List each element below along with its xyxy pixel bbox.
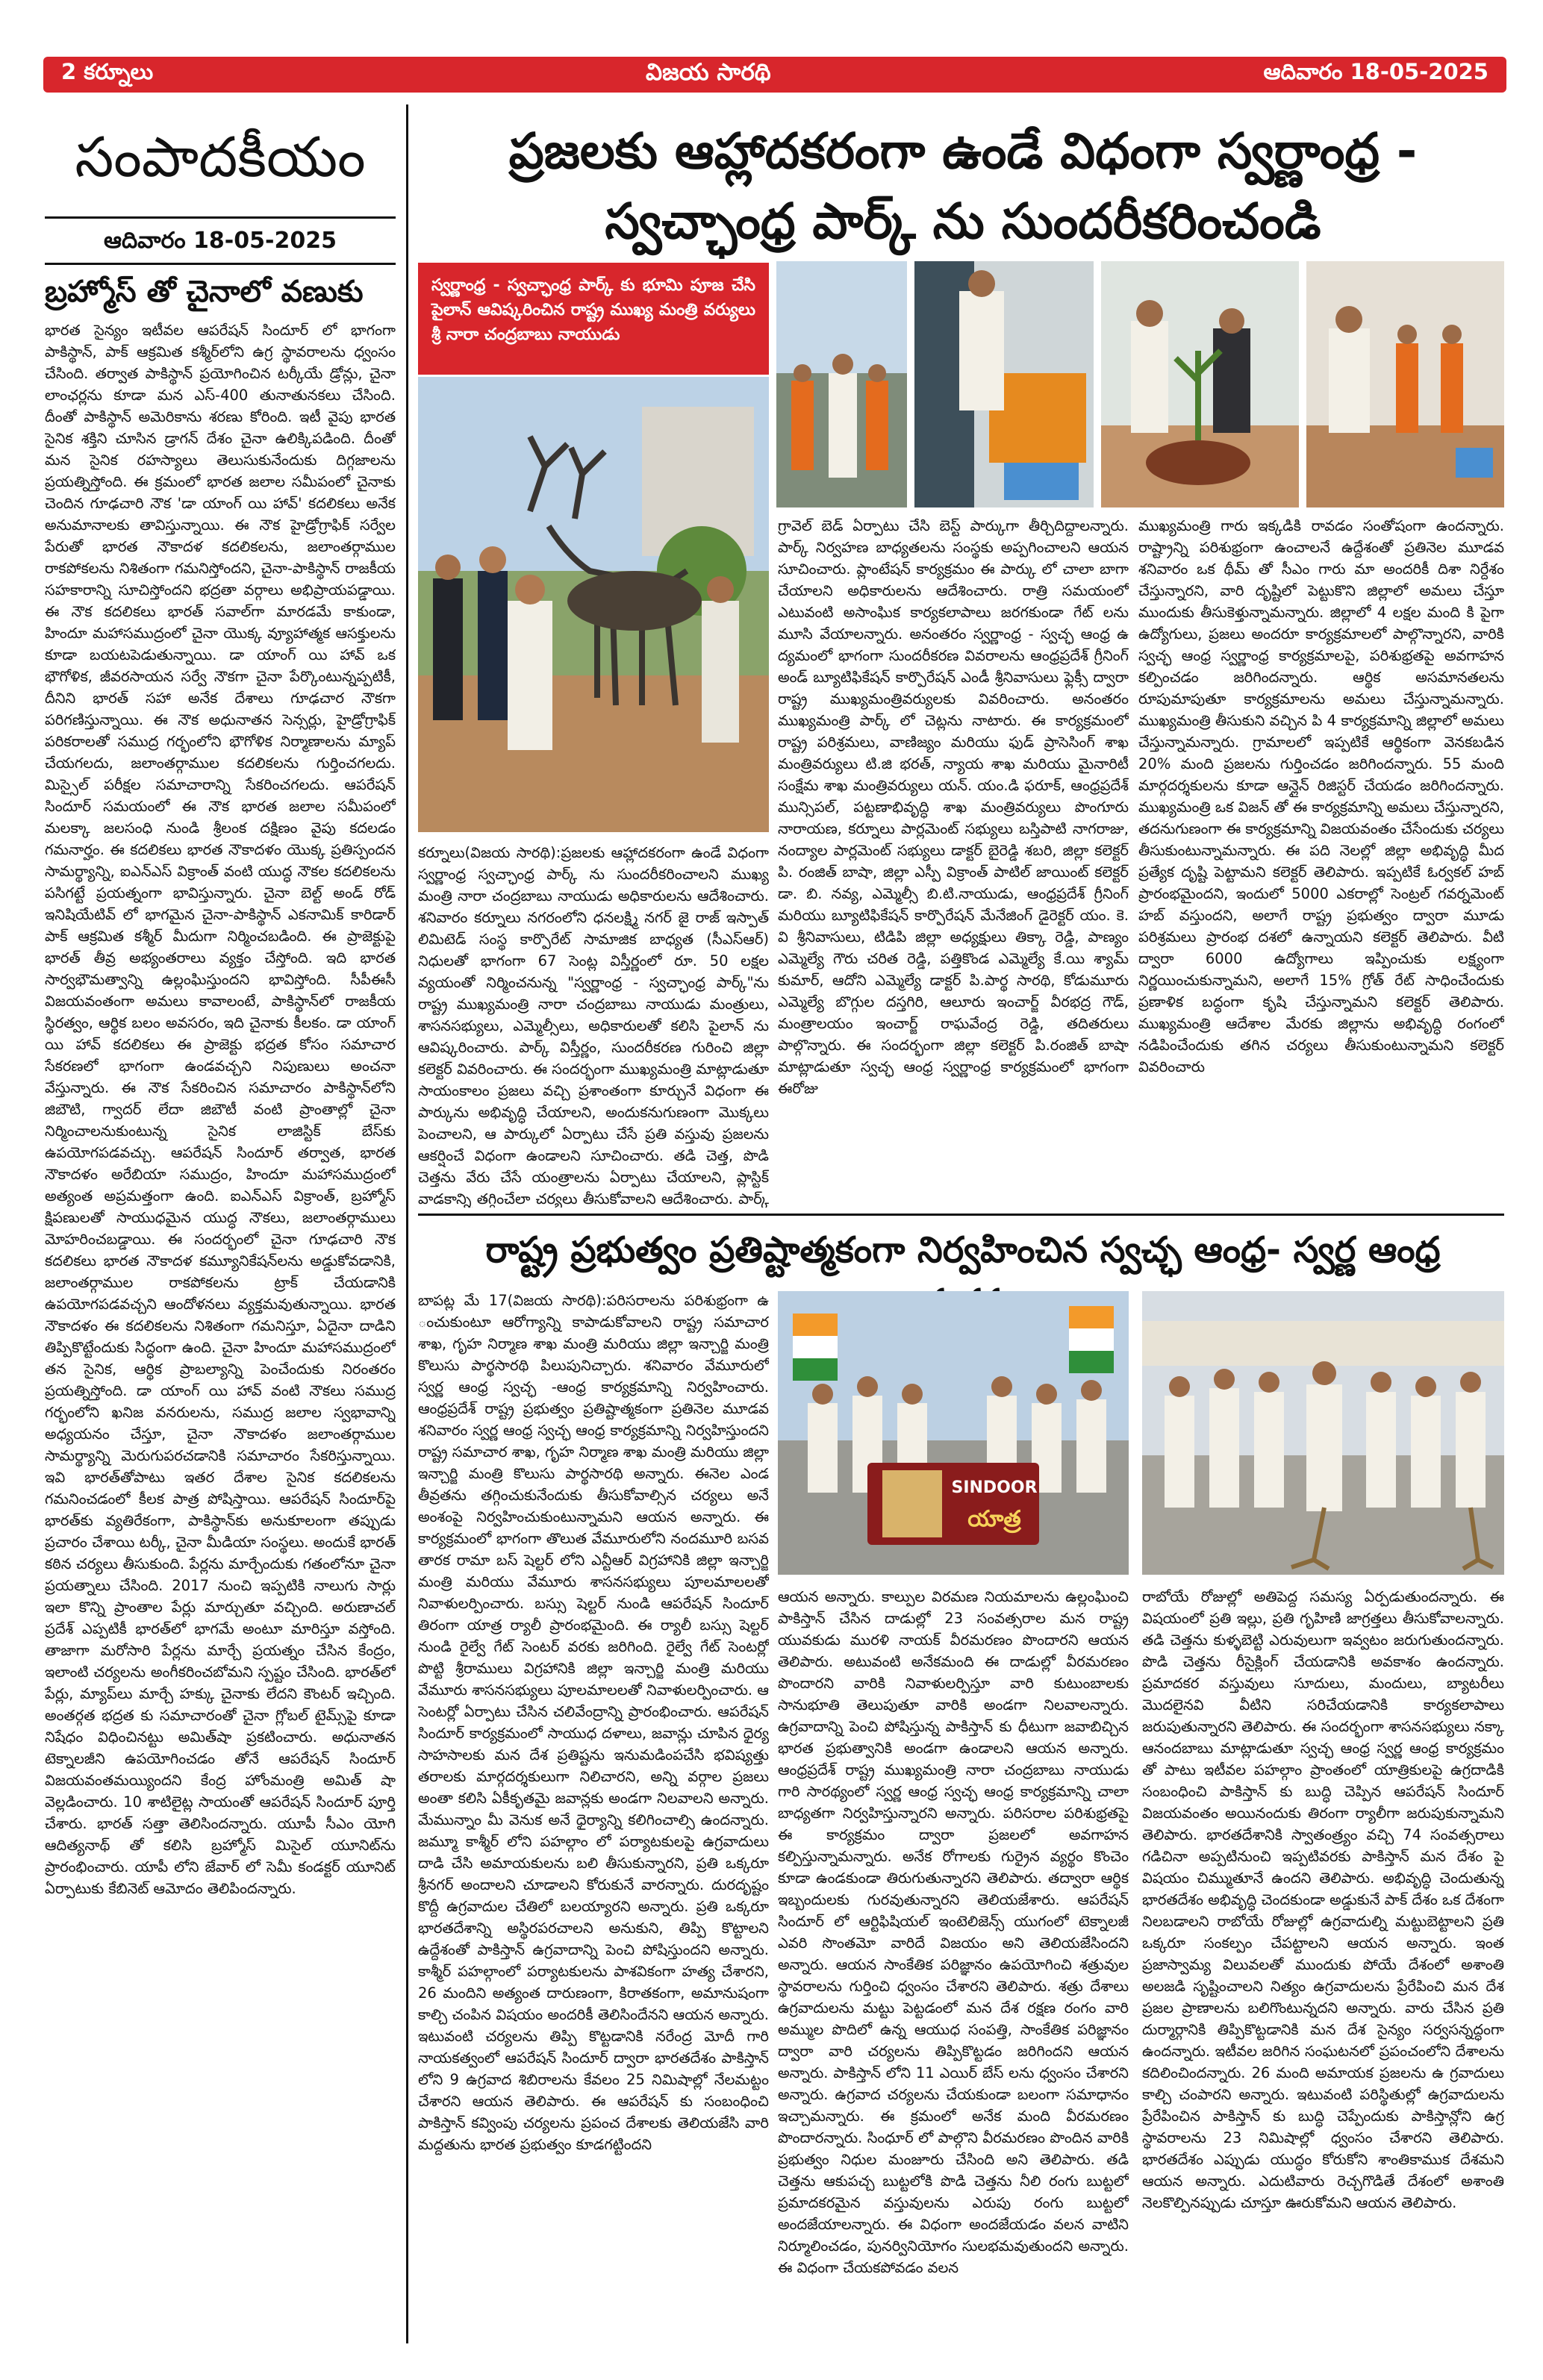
photo-waste-machine xyxy=(914,261,1094,507)
photo-caption: స్వర్ణాంధ్ర - స్వచ్ఛాంధ్ర పార్క్ కు భూమి పూజ చేసి పైలాన్ ఆవిష్కరించిన రాష్ట్ర ముఖ్య మంత్రి వర్యులు శ్రీ నారా చంద్రబాబు నాయుడు xyxy=(418,263,769,375)
story1-col2: గ్రావెల్ బెడ్ ఏర్పాటు చేసి బెస్ట్ పార్కుగా తీర్చిదిద్దాలన్నారు. పార్క్ నిర్వహణ బాధ్యతలను సంస్థకు అప్పగించాలని ఆయన సూచించారు. ప్లాంటేషన్ కార్యక్రమం ఈ పార్కు లో చాలా బాగా చేయాలని అధికారులను ఆదేశించారు. రాత్రి సమయంలో ఎటువంటి అసాంఘిక కార్యకలాపాలు జరగకుండా గేట్ లను మూసి వేయాలన్నారు. అనంతరం స్వర్ణాంధ్ర - స్వచ్ఛ ఆంధ్ర ఉ ద్యమంలో భాగంగా సుందరీకరణ వివరాలను ఆంధ్రప్రదేశ్ గ్రీనింగ్ అండ్ బ్యూటిఫికేషన్ కార్పొరేషన్ ఎండీ శ్రీనివాసులు ఫ్లెక్సీ ద్వారా రాష్ట్ర ముఖ్యమంత్రివర్యులకు వివరించారు. అనంతరం ముఖ్యమంత్రి పార్క్ లో చెట్లను నాటారు. ఈ కార్యక్రమంలో రాష్ట్ర పరిశ్రమలు, వాణిజ్యం మరియు ఫుడ్ ప్రాసెసింగ్ శాఖ మంత్రివర్యులు టి.జి భరత్, న్యాయ శాఖ మరియు మైనారిటీ సంక్షేమ శాఖ మంత్రివర్యులు యన్. యం.డి ఫరూక్, ఆంధ్రప్రదేశ్ మున్సిపల్, పట్టణాభివృద్ధి శాఖ మంత్రివర్యులు పొంగూరు నారాయణ, కర్నూలు పార్లమెంట్ సభ్యులు బస్తిపాటి నాగరాజు, నంద్యాల పార్లమెంట్ సభ్యులు డాక్టర్ బైరెడ్డి శబరి, జిల్లా కలెక్టర్ పి. రంజిత్ బాషా, జిల్లా ఎస్పీ విక్రాంత్ పాటిల్ జాయింట్ కలెక్టర్ డా. బి. నవ్య, ఎమ్మెల్సీ బి.టి.నాయుడు, ఆంధ్రప్రదేశ్ గ్రీనింగ్ మరియు బ్యూటిఫికేషన్ కార్పొరేషన్ మేనేజింగ్ డైరెక్టర్ యం. కె. వి శ్రీనివాసులు, టిడిపి జిల్లా అధ్యక్షులు తిక్కా రెడ్డి, పాణ్యం ఎమ్మెల్యే గౌరు చరిత రెడ్డి, పత్తికొండ ఎమ్మెల్యే కే.యి శ్యామ్ కుమార్, ఆదోని ఎమ్మెల్యే డాక్టర్ పి.పార్థ సారథి, కోడుమూరు ఎమ్మెల్యే బొగ్గుల దస్తగిరి, ఆలూరు ఇంచార్జ్ వీరభద్ర గౌడ్, మంత్రాలయం ఇంచార్జ్ రాఘవేంద్ర రెడ్డి, తదితరులు పాల్గొన్నారు. ఈ సందర్భంగా జిల్లా కలెక్టర్ పి.రంజిత్ బాషా మాట్లాడుతూ స్వచ్ఛ ఆంధ్ర స్వర్ణాంధ్ర కార్యక్రమంలో భాగంగా ఈరోజు xyxy=(778,517,1129,1097)
photo-tiranga-yatra xyxy=(778,1291,1129,1575)
banner-yatra: యాత్ర xyxy=(967,1506,1021,1532)
story1-col3: ముఖ్యమంత్రి గారు ఇక్కడికి రావడం సంతోషంగా ఉందన్నారు. రాష్ట్రాన్ని పరిశుభ్రంగా ఉంచాలనే ఉద్దేశంతో ప్రతినెల మూడవ శనివారం ఒక థీమ్ తో సీఎం గారు మా అందరికీ దిశా నిర్దేశం చేస్తున్నారని, వారి దృష్టిలో పెట్టుకొని జిల్లాలో అమలు చేస్తూ ముందుకు తీసుకెళ్తున్నామన్నారు. జిల్లాలో 4 లక్షల మంది కి పైగా ఉద్యోగులు, ప్రజలు అందరూ కార్యక్రమాలలో పాల్గొన్నారని, వారికి స్వచ్ఛ ఆంధ్ర స్వర్ణాంధ్ర కార్యక్రమాలపై, పరిశుభ్రతపై అవగాహన కల్పించడం జరిగిందన్నారు. ఆర్థిక అసమానతలను రూపుమాపుతూ కార్యక్రమాలను అమలు చేస్తున్నామన్నారు. ముఖ్యమంత్రి తీసుకుని వచ్చిన పి 4 కార్యక్రమాన్ని జిల్లాలో అమలు చేస్తున్నామన్నారు. గ్రామాలలో ఇప్పటికే ఆర్థికంగా వెనకబడిన 20% మంది ప్రజలను గుర్తించడం జరిగిందన్నారు. 55 మంది మార్గదర్శకులను కూడా ఆన్లైన్ రిజిస్టర్ చేయడం జరిగిందన్నారు. ముఖ్యమంత్రి ఒక విజన్ తో ఈ కార్యక్రమాన్ని అమలు చేస్తున్నారని, తదనుగుణంగా ఈ కార్యక్రమాన్ని విజయవంతం చేసేందుకు చర్యలు తీసుకుంటున్నామన్నారు. ఈ పది నెలల్లో జిల్లా అభివృద్ధి మీద ప్రత్యేక దృష్టి పెట్టామని కలెక్టర్ తెలిపారు. ఇప్పటికే ఓర్వకల్ హబ్ ప్రారంభమైందని, ఇందులో 5000 ఎకరాల్లో సెంట్రల్ గవర్నమెంట్ హబ్ వస్తుందని, అలాగే రాష్ట్ర ప్రభుత్వం ద్వారా మూడు పరిశ్రమలు ప్రారంభ దశలో ఉన్నాయని కలెక్టర్ తెలిపారు. వీటి ద్వారా 6000 ఉద్యోగాలు ఇప్పించుకు లక్ష్యంగా నిర్ణయించుకున్నామని, అలాగే 15% గ్రోత్ రేట్ సాధించేందుకు ప్రణాళిక బద్ధంగా కృషి చేస్తున్నామని కలెక్టర్ తెలిపారు. ముఖ్యమంత్రి ఆదేశాల మేరకు జిల్లాను అభివృద్ధి రంగంలో నడిపించేందుకు తగిన చర్యలు తీసుకుంటున్నామని కలెక్టర్ వివరించారు xyxy=(1138,517,1504,1075)
photo-planting xyxy=(1101,261,1299,507)
editorial-headline: బ్రహ్మోస్ తో చైనాలో వణుకు xyxy=(45,275,364,309)
photo-deer-sculpture xyxy=(418,377,769,832)
paper-name: విజయ సారథి xyxy=(646,58,771,86)
editorial-body: భారత సైన్యం ఇటీవల ఆపరేషన్ సిందూర్ లో భాగంగా పాకిస్థాన్, పాక్ ఆక్రమిత కశ్మీర్‌లోని ఉగ్ర స్థావరాలను ధ్వంసం చేసింది. తర్వాత పాకిస్థాన్ ప్రయోగించిన టర్కీయే డ్రోన్లు, చైనా లాంఛర్లను కూడా మన ఎస్-400 తునాతునకలు చేసింది. దీంతో పాకిస్థాన్ అమెరికాను శరణు కోరింది. ఇటీ వైపు భారత సైనిక శక్తిని చూసిన డ్రాగన్ దేశం చైనా ఉలిక్కిపడింది. దీంతో మన సైనిక రహస్యాలు తెలుసుకునేందుకు దిగ్గజాలను ప్రయత్నిస్తోంది. ఈ క్రమంలో భారత జలాల సమీపంలో చైనాకు చెందిన గూఢచారి నౌక 'డా యాంగ్ యి హావ్' కదలికలు అనేక అనుమానాలకు తావిస్తున్నాయి. ఈ నౌక హైడ్రోగ్రాఫిక్ సర్వేల పేరుతో భారత నౌకాదళ కదలికలను, జలాంతర్గాముల రాకపోకలను నిశితంగా గమనిస్తోందని, చైనా-పాకిస్థాన్ రాజకీయ సహకారాన్ని సూచిస్తోందని భద్రతా వర్గాలు అభిప్రాయపడ్డాయి. ఈ నౌక కదలికలు భారత్ సవాల్‌గా మారడమే కాకుండా, హిందూ మహాసముద్రంలో చైనా యొక్క వ్యూహాత్మక ఆసక్తులను కూడా బయటపెడుతున్నాయి. డా యాంగ్ యి హావ్ ఒక భౌగోళిక, జీవరసాయన సర్వే నౌకగా చైనా పేర్కొంటున్నప్పటికీ, దీనిని భారత్ సహా అనేక దేశాలు గూఢచార నౌకగా పరిగణిస్తున్నాయి. ఈ నౌక అధునాతన సెన్సర్లు, హైడ్రోగ్రాఫిక్ పరికరాలతో సముద్ర గర్భంలోని భౌగోళిక నిర్మాణాలను మ్యాప్ చేయగలదు, జలాంతర్గాముల కదలికలను గుర్తించగలదు. మిస్సైల్ పరీక్షల సమాచారాన్ని సేకరించగలదు. ఆపరేషన్ సిందూర్ సమయంలో ఈ నౌక భారత జలాల సమీపంలో మలక్కా జలసంధి నుండి శ్రీలంక దక్షిణం వైపు కదలడం గమనార్హం. ఈ కదలికలు భారత నౌకాదళం యొక్క ప్రతిస్పందన సామర్థ్యాన్ని, ఐఎన్ఎస్ విక్రాంత్ వంటి యుద్ధ నౌకల కదలికలను పసిగట్టే ప్రయత్నంగా భావిస్తున్నారు. చైనా బెల్ట్ అండ్ రోడ్ ఇనిషియేటివ్ లో భాగమైన చైనా-పాకిస్థాన్ ఎకనామిక్ కారిడార్ పాక్ ఆక్రమిత కశ్మీర్ మీదుగా నిర్మించబడింది. ఈ ప్రాజెక్టుపై భారత్ తీవ్ర అభ్యంతరాలు వ్యక్తం చేస్తోంది. ఇది భారత సార్వభౌమత్వాన్ని ఉల్లంఘిస్తుందని భావిస్తోంది. సీపీఈసీ విజయవంతంగా అమలు కావాలంటే, పాకిస్థాన్‌లో రాజకీయ స్థిరత్వం, ఆర్థిక బలం అవసరం, ఇది చైనాకు కీలకం. డా యాంగ్ యి హావ్ కదలికలు ఈ ప్రాజెక్టు భద్రత కోసం సమాచార సేకరణలో భాగంగా ఉండవచ్చని నిపుణులు అంచనా వేస్తున్నారు. ఈ నౌక సేకరించిన సమాచారం పాకిస్థాన్‌లోని జిబౌటి, గ్వాదర్ లేదా జిబౌటీ వంటి ప్రాంతాల్లో చైనా నిర్మించాలనుకుంటున్న సైనిక లాజిస్టిక్ బేస్‌కు ఉపయోగపడవచ్చు. ఆపరేషన్ సిందూర్ తర్వాత, భారత నౌకాదళం అరేబియా సముద్రం, హిందూ మహాసముద్రంలో అత్యంత అప్రమత్తంగా ఉంది. ఐఎన్ఎస్ విక్రాంత్, బ్రహ్మోస్ క్షిపణులతో సాయుధమైన యుద్ధ నౌకలు, జలాంతర్గాములు మోహరించబడ్డాయి. ఈ సందర్భంలో చైనా గూఢచారి నౌక కదలికలు భారత నౌకాదళ కమ్యూనికేషన్‌లను అడ్డుకోవడానికి, జలాంతర్గాముల రాకపోకలను ట్రాక్ చేయడానికి ఉపయోగపడవచ్చని ఆందోళనలు వ్యక్తమవుతున్నాయి. భారత నౌకాదళం ఈ కదలికలను నిశితంగా గమనిస్తూ, ఏదైనా దాడిని తిప్పికొట్టేందుకు సిద్ధంగా ఉంది. చైనా హిందూ మహాసముద్రంలో తన సైనిక, ఆర్థిక ప్రాబల్యాన్ని పెంచేందుకు నిరంతరం ప్రయత్నిస్తోంది. డా యాంగ్ యి హావ్ వంటి నౌకలు సముద్ర గర్భంలోని ఖనిజ వనరులను, సముద్ర జలాల స్వభావాన్ని అధ్యయనం చేస్తూ, చైనా నౌకాదళం జలాంతర్గాముల సామర్థ్యాన్ని మెరుగుపరచడానికి సమాచారం సేకరిస్తున్నాయి. ఇవి భారత్‌తోపాటు ఇతర దేశాల సైనిక కదలికలను గమనించడంలో కీలక పాత్ర పోషిస్తాయి. ఆపరేషన్ సిందూర్‌పై భారత్‌కు వ్యతిరేకంగా, పాకిస్థాన్‌కు అనుకూలంగా తప్పుడు ప్రచారం చేశాయి టర్కీ, చైనా మీడియా సంస్థలు. అందుకే భారత్ కఠిన చర్యలు తీసుకుంది. పేర్లను మార్చేందుకు గతంలోనూ చైనా ప్రయత్నాలు చేసింది. 2017 నుంచి ఇప్పటికి నాలుగు సార్లు ఇలా కొన్ని ప్రాంతాల పేర్లు మార్చుతూ వచ్చింది. అరుణాచల్ ప్రదేశ్ ఎప్పటికీ భారత్‌లో భాగమే అంటూ మారిస్తూ వస్తోంది. తాజాగా మరోసారి పేర్లను మార్చే ప్రయత్నం చేసిన కేంద్రం, ఇలాంటి చర్యలను అంగీకరించబోమని స్పష్టం చేసింది. భారత్‌లో పేర్లు, మ్యాప్‌లు మార్చే హక్కు చైనాకు లేదని కౌంటర్ ఇచ్చింది. అంతర్గత భద్రత కు సమాచారంతో చైనా గ్లోబల్ టైమ్స్‌పై కూడా నిషేధం విధించినట్టు అమిత్‌షా ప్రకటించారు. అధునాతన టెక్నాలజీని ఉపయోగించడం తోనే ఆపరేషన్ సిందూర్ విజయవంతమయ్యిందని కేంద్ర హోంమంత్రి అమిత్ షా వెల్లడించారు. 10 శాటిలైట్ల సాయంతో ఆపరేషన్ సిందూర్ పూర్తి చేశారు. భారత్ సత్తా తెలిసిందన్నారు. యూపీ సీఎం యోగి ఆదిత్యనాథ్ తో కలిసి బ్రహ్మోస్ మిసైల్ యూనిట్‌ను ప్రారంభించారు. యాపీ లోని జేవార్ లో సెమీ కండక్టర్ యూనిట్ ఏర్పాటుకు కేబినెట్ ఆమోదం తెలిపిందన్నారు. xyxy=(45,322,396,1897)
divider xyxy=(418,1214,1504,1216)
divider xyxy=(45,263,396,265)
story2-col1: బాపట్ల మే 17(విజయ సారథి):పరిసరాలను పరిశుభ్రంగా ఉ ంచుకుంటూ ఆరోగ్యాన్ని కాపాడుకోవాలని రాష్ట్ర సమాచార శాఖ, గృహ నిర్మాణ శాఖ మంత్రి మరియు జిల్లా ఇన్చార్జి మంత్రి కొలుసు పార్థసారథి పిలుపునిచ్చారు. శనివారం వేమూరులో స్వర్ణ ఆంధ్ర స్వచ్ఛ -ఆంధ్ర కార్యక్రమాన్ని నిర్వహించారు. ఆంధ్రప్రదేశ్ రాష్ట్ర ప్రభుత్వం ప్రతిష్టాత్మకంగా ప్రతినెల మూడవ శనివారం స్వర్ణ ఆంధ్ర స్వచ్ఛ ఆంధ్ర కార్యక్రమాన్ని నిర్వహిస్తుందని రాష్ట్ర సమాచార శాఖ, గృహ నిర్మాణ శాఖ మంత్రి మరియు జిల్లా ఇన్చార్జి మంత్రి కొలుసు పార్థసారథి అన్నారు. ఈనెల ఎండ తీవ్రతను తగ్గించుకునేందుకు తీసుకోవాల్సిన చర్యలు అనే అంశంపై నిర్వహించుకుంటున్నామని ఆయన అన్నారు. ఈ కార్యక్రమంలో భాగంగా తొలుత వేమూరులోని నందమూరి బసవ తారక రామా బస్ షెల్టర్ లోని ఎన్టీఆర్ విగ్రహానికి జిల్లా ఇన్చార్జి మంత్రి మరియు వేమూరు శాసనసభ్యులు పూలమాలలతో నివాళులర్పించారు. బస్సు షెల్టర్ నుండి ఆపరేషన్ సిందూర్ తిరంగా యాత్ర ర్యాలీ ప్రారంభమైంది. ఈ ర్యాలీ బస్సు షెల్టర్ నుండి రైల్వే గేట్ సెంటర్ వరకు జరిగింది. రైల్వే గేట్ సెంటర్లో పొట్టి శ్రీరాములు విగ్రహానికి జిల్లా ఇన్చార్జి మంత్రి మరియు వేమూరు శాసనసభ్యులు పూలమాలలతో నివాళులర్పించారు. ఆ సెంటర్లో ఏర్పాటు చేసిన చలివేంద్రాన్ని ప్రారంభించారు. ఆపరేషన్ సిందూర్ కార్యక్రమంలో సాయుధ దళాలు, జవాన్లు చూపిన ధైర్య సాహసాలకు మన దేశ ప్రతిష్టను ఇనుమడింపచేసి భవిష్యత్తు తరాలకు మార్గదర్శకులుగా నిలిచారని, అన్ని వర్గాల ప్రజలు అంతా కలిసి ఏకీకృతమై జవాన్లకు అండగా నిలవాలని అన్నారు. మేమున్నాం మీ వెనుక అనే ధైర్యాన్ని కలిగించాల్సి ఉందన్నారు. జమ్మూ కాశ్మీర్ లోని పహల్గాం లో పర్యాటకులపై ఉగ్రవాదులు దాడి చేసి అమాయకులను బలి తీసుకున్నారని, ప్రతి ఒక్కరూ శ్రీనగర్ అందాలని చూడాలని కోరుకునే వారన్నారు. దురదృష్టం కొద్దీ ఉగ్రవాదుల చేతిలో బలయ్యారని అన్నారు. ప్రతి ఒక్కరూ భారతదేశాన్ని అస్థిరపరచాలని అనుకుని, తిప్పి కొట్టాలని ఉద్దేశంతో పాకిస్తాన్ ఉగ్రవాదాన్ని పెంచి పోషిస్తుందని అన్నారు. కాశ్మీర్ పహల్గాంలో పర్యాటకులను పాశవికంగా హత్య చేశారని, 26 మందిని అత్యంత దారుణంగా, కిరాతకంగా, అమానుషంగా కాల్చి చంపిన విషయం అందరికీ తెలిసిందేనని ఆయన అన్నారు. ఇటువంటి చర్యలను తిప్పి కొట్టడానికి నరేంద్ర మోదీ గారి నాయకత్వంలో ఆపరేషన్ సిందూర్ ద్వారా భారతదేశం పాకిస్తాన్ లోని 9 ఉగ్రవాద శిబిరాలను కేవలం 25 నిమిషాల్లో నేలమట్టం చేశారని ఆయన తెలిపారు. ఈ ఆపరేషన్ కు సంబంధించి పాకిస్తాన్ కవ్వింపు చర్యలను ప్రపంచ దేశాలకు తెలియజేసి వారి మద్దతును భారత ప్రభుత్వం కూడగట్టిందని xyxy=(418,1292,769,2153)
story2-col2: ఆయన అన్నారు. కాల్పుల విరమణ నియమాలను ఉల్లంఘించి పాకిస్తాన్ చేసిన దాడుల్లో 23 సంవత్సరాల మన రాష్ట్ర యువకుడు మురళి నాయక్ వీరమరణం పొందారని ఆయన తెలిపారు. అటువంటి అనేకమంది ఈ దాడుల్లో వీరమరణం పొందారని వారికి నివాళులర్పిస్తూ వారి కుటుంబాలకు సానుభూతి తెలుపుతూ వారికి అండగా నిలవాలన్నారు. ఉగ్రవాదాన్ని పెంచి పోషిస్తున్న పాకిస్తాన్ కు ధీటుగా జవాబిచ్చిన భారత ప్రభుత్వానికి అండగా ఉండాలని ఆయన అన్నారు. ఆంధ్రప్రదేశ్ రాష్ట్ర ముఖ్యమంత్రి నారా చంద్రబాబు నాయుడు గారి సారథ్యంలో స్వర్ణ ఆంధ్ర స్వచ్ఛ ఆంధ్ర కార్యక్రమాన్ని చాలా బాధ్యతగా నిర్వహిస్తున్నారని అన్నారు. పరిసరాల పరిశుభ్రతపై ఈ కార్యక్రమం ద్వారా ప్రజలలో అవగాహన కల్పిస్తున్నామన్నారు. అనేక రోగాలకు గుర్రైన వ్యర్థం కొంచెం కూడా ఉండకుండా తిరుగుతున్నారని తెలిపారు. తద్వారా ఆర్థిక ఇబ్బందులకు గురవుతున్నారని తెలియజేశారు. ఆపరేషన్ సిందూర్ లో ఆర్టిఫిషియల్ ఇంటెలిజెన్స్ యుగంలో టెక్నాలజీ ఎవరి సొంతమో వారిదే విజయం అని తెలియజేసిందని అన్నారు. ఆయన సాంకేతిక పరిజ్ఞానం ఉపయోగించి శత్రువుల స్థావరాలను గుర్తించి ధ్వంసం చేశారని తెలిపారు. శత్రు దేశాలు ఉగ్రవాదులను మట్టు పెట్టడంలో మన దేశ రక్షణ రంగం వారి అమ్ముల పొదిలో ఉన్న ఆయుధ సంపత్తి, సాంకేతిక పరిజ్ఞానం ద్వారా వారి చర్యలను తిప్పికొట్టడం జరిగిందని ఆయన అన్నారు. పాకిస్తాన్ లోని 11 ఎయిర్ బేస్ లను ధ్వంసం చేశారని అన్నారు. ఉగ్రవాద చర్యలను చేయకుండా బలంగా సమాధానం ఇచ్చామన్నారు. ఈ క్రమంలో అనేక మంది వీరమరణం పొందారన్నారు. సింధూర్ లో పాల్గొని వీరమరణం పొందిన వారికి ప్రభుత్వం నిధుల మంజూరు చేసింది అని తెలిపారు. తడి చెత్తను ఆకుపచ్చ బుట్టలోకి పొడి చెత్తను నీలి రంగు బుట్టలో ప్రమాదకరమైన వస్తువులను ఎరుపు రంగు బుట్టలో అందజేయాలన్నారు. ఈ విధంగా అందజేయడం వలన వాటిని నిర్మూలించడం, పునర్వినియోగం సులభమవుతుందని అన్నారు. ఈ విధంగా చేయకపోవడం వలన xyxy=(778,1588,1129,2276)
editorial-date: ఆదివారం 18-05-2025 xyxy=(104,228,337,254)
editorial-title: సంపాదకీయం xyxy=(75,125,366,190)
column-divider xyxy=(406,104,408,2343)
photo-watering xyxy=(1306,261,1504,507)
photo-cm-walking xyxy=(776,261,907,507)
masthead-date: ఆదివారం 18-05-2025 xyxy=(1263,59,1489,84)
story2-col3: రాబోయే రోజుల్లో అతిపెద్ద సమస్య ఏర్పడుతుందన్నారు. ఈ విషయంలో ప్రతి ఇల్లు, ప్రతి గృహిణి జాగ్రత్తలు తీసుకోవాలన్నారు. తడి చెత్తను కుళ్ళబెట్టి ఎరువులుగా ఇవ్వటం జరుగుతుందన్నారు. పొడి చెత్తను రీసైక్లింగ్ చేయడానికి అవకాశం ఉందన్నారు. ప్రమాదకర వస్తువులు సూదులు, మందులు, బ్యాటరీలు మొదలైనవి వీటిని సరిచేయడానికి కార్యకలాపాలు జరుపుతున్నారని తెలిపారు. ఈ సందర్భంగా శాసనసభ్యులు నక్కా ఆనందబాబు మాట్లాడుతూ స్వచ్ఛ ఆంధ్ర స్వర్ణ ఆంధ్ర కార్యక్రమం తో పాటు ఇటీవల పహల్గాం ప్రాంతంలో యాత్రికులపై ఉగ్రదాడికి సంబంధించి పాకిస్తాన్ కు బుద్ధి చెప్పిన ఆపరేషన్ సిందూర్ విజయవంతం అయినందుకు తిరంగా ర్యాలీగా జరుపుకున్నామని తెలిపారు. భారతదేశానికి స్వాతంత్ర్యం వచ్చి 74 సంవత్సరాలు గడిచినా అప్పటినుంచి ఇప్పటివరకు పాకిస్తాన్ మన దేశం పై విషయం చిమ్ముతూనే ఉందని తెలిపారు. అభివృద్ధి చెందుతున్న భారతదేశం అభివృద్ధి చెందకుండా అడ్డుకునే పాక్ దేశం ఒక దేశంగా నిలబడాలని రాబోయే రోజుల్లో ఉగ్రవాదుల్ని మట్టుబెట్టాలని ప్రతి ఒక్కరూ సంకల్పం చేపట్టాలని ఆయన అన్నారు. ఇంత ప్రజాస్వామ్య విలువలతో ముందుకు పోయే దేశంలో అశాంతి అలజడి సృష్టించాలని నిత్యం ఉగ్రవాదులను ప్రేరేపించి మన దేశ ప్రజల ప్రాణాలను బలిగొంటున్నదని అన్నారు. వారు చేసిన ప్రతి దుర్మార్గానికి తిప్పికొట్టడానికి మన దేశ సైన్యం సర్వసన్నద్ధంగా ఉందన్నారు. ఇటీవల జరిగిన సంఘటనలో ప్రపంచంలోని దేశాలను కదిలించిందన్నారు. 26 మంది అమాయక ప్రజలను ఉ గ్రవాదులు కాల్చి చంపారని అన్నారు. ఇటువంటి పరిస్థితుల్లో ఉగ్రవాదులను ప్రేరేపించిన పాకిస్తాన్ కు బుద్ధి చెప్పేందుకు పాకిస్తాన్లోని ఉగ్ర స్థావరాలను 23 నిమిషాల్లో ధ్వంసం చేశారని తెలిపారు. భారతదేశం ఎప్పుడు యుద్ధం కోరుకోని శాంతికాముక దేశమని ఆయన అన్నారు. ఎదుటివారు రెచ్చగొడితే దేశంలో అశాంతి నెలకొల్పినప్పుడు చూస్తూ ఊరుకోమని ఆయన తెలిపారు. xyxy=(1142,1588,1504,2211)
photo-cleaning-drive xyxy=(1142,1291,1504,1575)
story2-headline: రాష్ట్ర ప్రభుత్వం ప్రతిష్టాత్మకంగా నిర్వహించిన స్వచ్ఛ ఆంధ్ర- స్వర్ణ ఆంధ్ర xyxy=(485,1229,1441,1271)
masthead xyxy=(43,57,1506,93)
banner-sindoor: SINDOOR xyxy=(951,1478,1038,1497)
divider xyxy=(45,216,396,219)
story1-headline-line2: స్వచ్ఛాంధ్ర పార్క్ ను సుందరీకరించండి xyxy=(605,193,1321,250)
story1-headline-line1: ప్రజలకు ఆహ్లాదకరంగా ఉండే విధంగా స్వర్ణాంధ్ర - xyxy=(508,122,1418,180)
story1-headline xyxy=(418,116,1508,257)
story1-col1: కర్నూలు(విజయ సారథి):ప్రజలకు ఆహ్లాదకరంగా ఉండే విధంగా స్వర్ణాంధ్ర స్వచ్ఛాంధ్ర పార్క్ ను సుందరీకరించాలని ముఖ్య మంత్రి నారా చంద్రబాబు నాయుడు అధికారులను ఆదేశించారు. శనివారం కర్నూలు నగరంలోని ధనలక్ష్మి నగర్ జై రాజ్ ఇస్పాత్ లిమిటెడ్ సంస్థ కార్పొరేట్ సామాజిక బాధ్యత (సీఎస్ఆర్) నిధులతో భాగంగా 67 సెంట్ల విస్తీర్ణంలో రూ. 50 లక్షల వ్యయంతో నిర్మించనున్న "స్వర్ణాంధ్ర - స్వచ్ఛాంధ్ర పార్క్"ను రాష్ట్ర ముఖ్యమంత్రి నారా చంద్రబాబు నాయుడు మంత్రులు, శాసనసభ్యులు, ఎమ్మెల్సీలు, అధికారులతో కలిసి పైలాన్ ను ఆవిష్కరించారు. పార్క్ విస్తీర్ణం, సుందరీకరణ గురించి జిల్లా కలెక్టర్ వివరించారు. ఈ సందర్భంగా ముఖ్యమంత్రి మాట్లాడుతూ సాయంకాలం ప్రజలు వచ్చి ప్రశాంతంగా కూర్చునే విధంగా ఈ పార్కును అభివృద్ధి చేయాలని, అందుకనుగుణంగా మొక్కలు పెంచాలని, ఆ పార్కులో ఏర్పాటు చేసే ప్రతి వస్తువు ప్రజలను ఆకర్షించే విధంగా ఉండాలని సూచించారు. తడి చెత్త, పొడి చెత్తను వేరు చేసే యంత్రాలను ఏర్పాటు చేయాలని, ప్లాస్టిక్ వాడకాన్ని తగ్గించేలా చర్యలు తీసుకోవాలని ఆదేశించారు. పార్క్ xyxy=(418,844,769,1208)
page-label: 2 కర్నూలు xyxy=(61,59,154,84)
